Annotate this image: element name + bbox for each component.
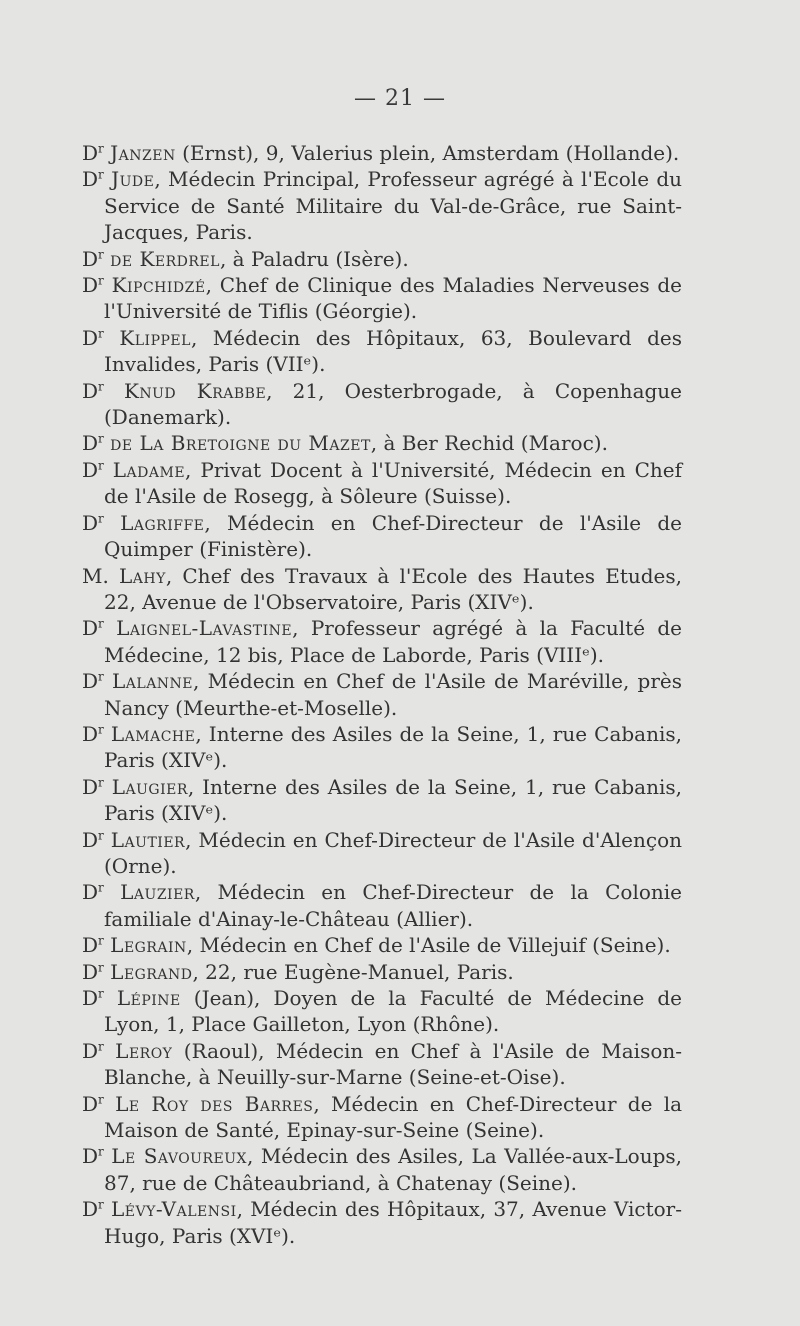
member-entry — [82, 615, 682, 668]
entry-details: (Jean), Doyen de la Faculté de Médecine de Lyon, 1, Place Gailleton, Lyon (Rhône). — [104, 986, 682, 1037]
entry-details: , Médecin des Hôpitaux, 37, Avenue Victor-Hugo, Paris (XVIᵉ). — [104, 1197, 682, 1248]
entry-details: , Médecin des Asiles, La Vallée-aux-Loups, 87, rue de Châteaubriand, à Chatenay (Seine). — [104, 1144, 683, 1195]
entry-details: , Médecin en Chef-Directeur de l'Asile d'Alençon (Orne). — [104, 827, 683, 878]
entry-title: $D^r$ — [82, 616, 104, 641]
entry-details: , Médecin en Chef de l'Asile de Maréville, près Nancy (Meurthe-et-Moselle). — [104, 669, 682, 720]
member-entry — [82, 166, 682, 245]
entry-details: , Médecin en Chef-Directeur de la Maison de Santé, Epinay-sur-Seine (Seine). — [104, 1091, 683, 1143]
entry-name: Le Roy des Barres — [115, 1091, 314, 1116]
member-entry — [82, 959, 682, 985]
entry-title: $D^r$ — [82, 669, 104, 694]
entry-details: , Interne des Asiles de la Seine, 1, rue Cabanis, Paris (XIVᵉ). — [104, 774, 682, 826]
entry-title: $D^r$ — [82, 959, 104, 984]
member-entry — [82, 430, 682, 456]
entry-name: Lévy-Valensi — [111, 1197, 237, 1222]
entry-title: $D^r$ — [82, 510, 104, 535]
entry-details: , à Paladru (Isère). — [219, 246, 409, 271]
member-entry — [82, 325, 682, 378]
entry-details: , 21, Oesterbrogade, à Copenhague (Danemark). — [104, 378, 683, 430]
entry-title: $D^r$ — [82, 246, 104, 271]
entry-details: (Raoul), Médecin en Chef à l'Asile de Maison-Blanche, à Neuilly-sur-Marne (Seine-et-Oise). — [104, 1038, 683, 1090]
entry-title: $D^r$ — [82, 431, 104, 456]
entry-details: , Médecin en Chef-Directeur de la Colonie familiale d'Ainay-le-Château (Allier). — [104, 880, 682, 931]
entry-title: $D^r$ — [82, 167, 104, 192]
member-entry — [82, 457, 682, 510]
member-entry — [82, 774, 682, 827]
entry-title: $D^r$ — [82, 933, 104, 958]
entry-details: , Interne des Asiles de la Seine, 1, rue Cabanis, Paris (XIVᵉ). — [104, 721, 682, 773]
entry-name: Kipchidzé — [111, 273, 206, 298]
entry-name: Lauzier — [120, 880, 195, 905]
member-entry — [82, 721, 682, 774]
entry-name: Laugier — [111, 774, 188, 799]
entry-title: $D^r$ — [82, 457, 104, 482]
entry-details: , Médecin Principal, Professeur agrégé à l'Ecole du Service de Santé Militaire du Val-de-Grâce, rue Saint-Jacques, Paris. — [104, 167, 682, 245]
entry-title: $D^r$ — [82, 1197, 104, 1222]
entry-details: , Médecin en Chef-Directeur de l'Asile de Quimper (Finistère). — [104, 510, 683, 562]
entry-details: , Professeur agrégé à la Faculté de Médecine, 12 bis, Place de Laborde, Paris (VIIIᵉ). — [104, 616, 682, 667]
member-entry — [82, 1038, 682, 1091]
entry-name: Lahy — [119, 563, 166, 588]
member-entry — [82, 879, 682, 932]
entry-title: $D^r$ — [82, 774, 104, 799]
entry-title: $D^r$ — [82, 141, 104, 165]
entry-name: Lalanne — [112, 669, 194, 694]
entry-details: , Médecin en Chef de l'Asile de Villejuif (Seine). — [186, 933, 671, 958]
entry-name: Legrain — [110, 933, 187, 958]
entry-name: de La Bretoigne du Mazet — [110, 431, 371, 456]
entry-title: $D^r$ — [82, 1144, 104, 1169]
entry-name: Lautier — [110, 827, 186, 852]
member-entry — [82, 140, 682, 166]
member-entry — [82, 563, 682, 616]
entry-name: Lamache — [110, 721, 196, 746]
entry-name: de Kerdrel — [110, 246, 220, 271]
entry-details: , à Ber Rechid (Maroc). — [370, 431, 608, 456]
entry-details: , Chef de Clinique des Maladies Nerveuses de l'Université de Tiflis (Géorgie). — [104, 273, 683, 324]
entry-name: Janzen — [110, 141, 176, 165]
entry-name: Laignel-Lavastine — [116, 616, 293, 641]
entry-details: , Médecin des Hôpitaux, 63, Boulevard des Invalides, Paris (VIIᵉ). — [104, 325, 682, 377]
entry-title: $D^r$ — [82, 1091, 104, 1116]
member-entry — [82, 1196, 682, 1249]
entry-title: M. — [82, 563, 109, 588]
entry-name: Klippel — [119, 325, 191, 350]
member-entry — [82, 985, 682, 1038]
entry-details: , Chef des Travaux à l'Ecole des Hautes Etudes, 22, Avenue de l'Observatoire, Paris (XIVᵉ). — [104, 563, 683, 614]
member-entry — [82, 1143, 682, 1196]
entry-title: $D^r$ — [82, 1038, 104, 1063]
entry-title: $D^r$ — [82, 986, 104, 1010]
entry-title: $D^r$ — [82, 880, 104, 905]
member-entry — [82, 827, 682, 880]
entry-name: Lépine — [116, 986, 181, 1010]
entry-title: $D^r$ — [82, 721, 104, 746]
member-entry — [82, 378, 682, 431]
entry-name: Jude — [111, 167, 155, 192]
entry-name: Le Savoureux — [111, 1144, 248, 1169]
member-entry — [82, 932, 682, 958]
entry-title: $D^r$ — [82, 378, 104, 403]
page-number: — 21 — — [354, 86, 446, 111]
entry-title: $D^r$ — [82, 325, 104, 350]
member-list — [82, 140, 682, 1249]
entry-name: Knud Krabbe — [123, 378, 267, 403]
member-entry — [82, 1091, 682, 1144]
member-entry — [82, 272, 682, 325]
entry-details: , 22, rue Eugène-Manuel, Paris. — [192, 959, 514, 984]
entry-details: , Privat Docent à l'Université, Médecin en Chef de l'Asile de Rosegg, à Sôleure (Suisse). — [104, 457, 682, 509]
member-entry — [82, 668, 682, 721]
entry-title: $D^r$ — [82, 273, 104, 298]
entry-name: Leroy — [115, 1038, 173, 1063]
member-entry — [82, 510, 682, 563]
entry-name: Legrand — [110, 959, 193, 984]
entry-name: Ladame — [112, 457, 186, 482]
member-entry — [82, 246, 682, 272]
entry-name: Lagriffe — [120, 510, 205, 535]
entry-details: (Ernst), 9, Valerius plein, Amsterdam (Hollande). — [175, 141, 680, 165]
entry-title: $D^r$ — [82, 827, 104, 852]
